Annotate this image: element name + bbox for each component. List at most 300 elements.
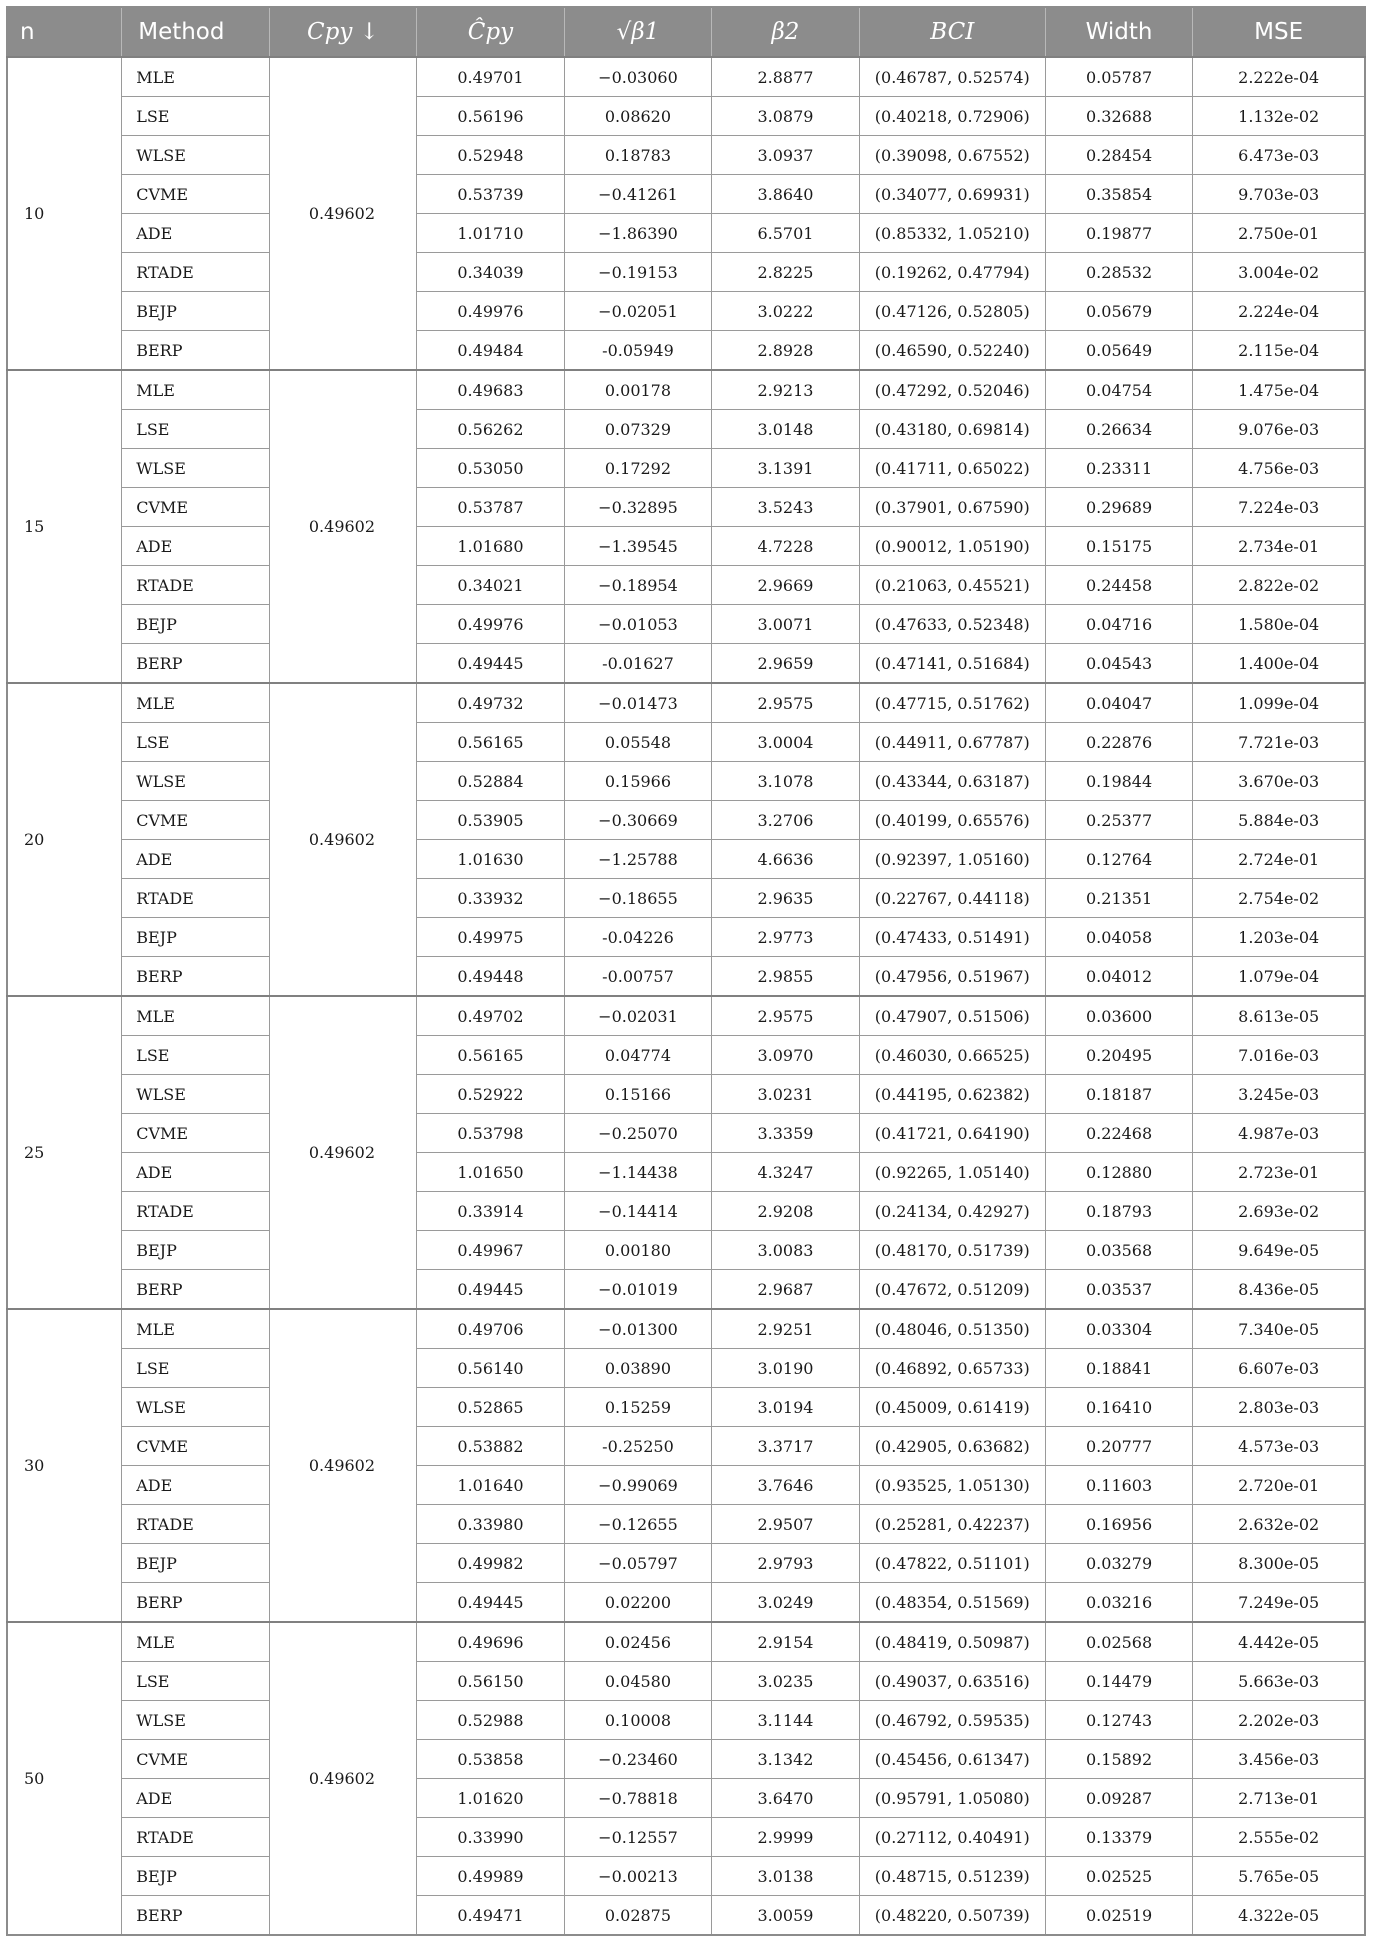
cell-cpy: 0.49602: [269, 57, 417, 370]
cell-skewness: −0.78818: [564, 1779, 712, 1818]
cell-bci: (0.41711, 0.65022): [859, 449, 1045, 488]
cell-mse: 9.649e-05: [1193, 1231, 1365, 1270]
header-cpy-hat-label: Ĉpy: [467, 19, 514, 45]
cell-cpy-hat: 0.56165: [417, 1036, 565, 1075]
cell-mse: 7.721e-03: [1193, 723, 1365, 762]
cell-skewness: 0.15166: [564, 1075, 712, 1114]
cell-width: 0.28532: [1045, 253, 1193, 292]
table-row: [7, 1857, 1365, 1896]
cell-mse: 5.884e-03: [1193, 801, 1365, 840]
cell-skewness: 0.04774: [564, 1036, 712, 1075]
cell-bci: (0.46792, 0.59535): [859, 1701, 1045, 1740]
header-beta2: [712, 7, 860, 57]
cell-cpy-hat: 0.34039: [417, 253, 565, 292]
cell-skewness: −0.12655: [564, 1505, 712, 1544]
cell-skewness: −0.01473: [564, 683, 712, 723]
cell-beta2: 2.9999: [712, 1818, 860, 1857]
cell-method: CVME: [122, 1114, 270, 1153]
cell-cpy: 0.49602: [269, 1622, 417, 1935]
cell-cpy-hat: 0.49484: [417, 331, 565, 371]
cell-cpy-hat: 0.34021: [417, 566, 565, 605]
cell-beta2: 3.0937: [712, 136, 860, 175]
cell-mse: 2.822e-02: [1193, 566, 1365, 605]
cell-bci: (0.46030, 0.66525): [859, 1036, 1045, 1075]
table-body: [7, 57, 1365, 1935]
cell-bci: (0.25281, 0.42237): [859, 1505, 1045, 1544]
cell-cpy-hat: 0.52922: [417, 1075, 565, 1114]
cell-skewness: 0.02200: [564, 1583, 712, 1623]
cell-width: 0.20495: [1045, 1036, 1193, 1075]
table-row: [7, 253, 1365, 292]
cell-mse: 1.475e-04: [1193, 370, 1365, 410]
header-method: Method: [122, 7, 270, 57]
table-row: [7, 1388, 1365, 1427]
table-row: [7, 1779, 1365, 1818]
table-row: [7, 996, 1365, 1036]
cell-skewness: 0.18783: [564, 136, 712, 175]
header-beta2-label: β2: [771, 19, 800, 45]
cell-mse: 6.473e-03: [1193, 136, 1365, 175]
cell-bci: (0.93525, 1.05130): [859, 1466, 1045, 1505]
cell-skewness: 0.15966: [564, 762, 712, 801]
cell-bci: (0.41721, 0.64190): [859, 1114, 1045, 1153]
cell-mse: 2.693e-02: [1193, 1192, 1365, 1231]
cell-cpy-hat: 0.52884: [417, 762, 565, 801]
cell-width: 0.03279: [1045, 1544, 1193, 1583]
cell-beta2: 3.2706: [712, 801, 860, 840]
table-row: [7, 1349, 1365, 1388]
cell-cpy-hat: 0.53858: [417, 1740, 565, 1779]
cell-cpy-hat: 0.52865: [417, 1388, 565, 1427]
cell-method: BERP: [122, 644, 270, 684]
cell-mse: 2.555e-02: [1193, 1818, 1365, 1857]
cell-cpy-hat: 0.53050: [417, 449, 565, 488]
cell-method: ADE: [122, 527, 270, 566]
cell-cpy-hat: 0.49701: [417, 57, 565, 97]
cell-mse: 4.573e-03: [1193, 1427, 1365, 1466]
cell-beta2: 2.9635: [712, 879, 860, 918]
cell-method: MLE: [122, 996, 270, 1036]
cell-beta2: 2.9575: [712, 683, 860, 723]
cell-width: 0.22876: [1045, 723, 1193, 762]
cell-mse: 1.203e-04: [1193, 918, 1365, 957]
cell-beta2: 3.0004: [712, 723, 860, 762]
table-row: [7, 57, 1365, 97]
cell-beta2: 4.3247: [712, 1153, 860, 1192]
table-row: [7, 1114, 1365, 1153]
cell-beta2: 4.7228: [712, 527, 860, 566]
cell-method: CVME: [122, 175, 270, 214]
cell-cpy-hat: 1.01680: [417, 527, 565, 566]
table-row: [7, 1270, 1365, 1310]
table-row: [7, 1427, 1365, 1466]
cell-mse: 4.756e-03: [1193, 449, 1365, 488]
cell-bci: (0.43180, 0.69814): [859, 410, 1045, 449]
cell-beta2: 3.0071: [712, 605, 860, 644]
cell-cpy-hat: 0.53798: [417, 1114, 565, 1153]
cell-mse: 8.613e-05: [1193, 996, 1365, 1036]
table-row: [7, 879, 1365, 918]
cell-bci: (0.92397, 1.05160): [859, 840, 1045, 879]
header-mse: MSE: [1193, 7, 1365, 57]
cell-method: ADE: [122, 1466, 270, 1505]
table-row: [7, 488, 1365, 527]
cell-bci: (0.48170, 0.51739): [859, 1231, 1045, 1270]
cell-width: 0.14479: [1045, 1662, 1193, 1701]
cell-beta2: 3.0194: [712, 1388, 860, 1427]
table-row: [7, 1309, 1365, 1349]
cell-mse: 6.607e-03: [1193, 1349, 1365, 1388]
cell-method: RTADE: [122, 253, 270, 292]
table-row: [7, 175, 1365, 214]
cell-width: 0.15892: [1045, 1740, 1193, 1779]
cell-width: 0.04047: [1045, 683, 1193, 723]
cell-bci: (0.46590, 0.52240): [859, 331, 1045, 371]
cell-width: 0.03600: [1045, 996, 1193, 1036]
cell-bci: (0.47907, 0.51506): [859, 996, 1045, 1036]
cell-method: MLE: [122, 57, 270, 97]
table-row: [7, 605, 1365, 644]
cell-skewness: 0.05548: [564, 723, 712, 762]
cell-beta2: 2.9208: [712, 1192, 860, 1231]
cell-cpy-hat: 0.56262: [417, 410, 565, 449]
cell-mse: 4.322e-05: [1193, 1896, 1365, 1936]
cell-beta2: 3.3717: [712, 1427, 860, 1466]
cell-mse: 7.016e-03: [1193, 1036, 1365, 1075]
cell-width: 0.02519: [1045, 1896, 1193, 1936]
cell-method: MLE: [122, 370, 270, 410]
cell-method: ADE: [122, 840, 270, 879]
cell-method: RTADE: [122, 1818, 270, 1857]
cell-skewness: −0.99069: [564, 1466, 712, 1505]
cell-bci: (0.27112, 0.40491): [859, 1818, 1045, 1857]
cell-method: BEJP: [122, 1857, 270, 1896]
cell-cpy-hat: 0.49967: [417, 1231, 565, 1270]
cell-bci: (0.37901, 0.67590): [859, 488, 1045, 527]
cell-beta2: 2.9154: [712, 1622, 860, 1662]
cell-mse: 7.340e-05: [1193, 1309, 1365, 1349]
cell-mse: 1.099e-04: [1193, 683, 1365, 723]
cell-width: 0.32688: [1045, 97, 1193, 136]
cell-bci: (0.39098, 0.67552): [859, 136, 1045, 175]
cell-cpy-hat: 0.52948: [417, 136, 565, 175]
cell-beta2: 3.0970: [712, 1036, 860, 1075]
cell-skewness: −0.01300: [564, 1309, 712, 1349]
cell-bci: (0.40199, 0.65576): [859, 801, 1045, 840]
cell-bci: (0.47126, 0.52805): [859, 292, 1045, 331]
cell-width: 0.12743: [1045, 1701, 1193, 1740]
cell-cpy-hat: 0.33980: [417, 1505, 565, 1544]
cell-beta2: 2.9659: [712, 644, 860, 684]
cell-cpy-hat: 0.33990: [417, 1818, 565, 1857]
cell-cpy-hat: 0.56150: [417, 1662, 565, 1701]
table-row: [7, 1740, 1365, 1779]
cell-method: WLSE: [122, 1388, 270, 1427]
cell-bci: (0.85332, 1.05210): [859, 214, 1045, 253]
cell-skewness: −0.18655: [564, 879, 712, 918]
cell-method: CVME: [122, 801, 270, 840]
cell-skewness: 0.10008: [564, 1701, 712, 1740]
cell-skewness: −0.02031: [564, 996, 712, 1036]
cell-skewness: 0.00180: [564, 1231, 712, 1270]
cell-skewness: 0.00178: [564, 370, 712, 410]
table-row: [7, 292, 1365, 331]
cell-bci: (0.92265, 1.05140): [859, 1153, 1045, 1192]
cell-bci: (0.47141, 0.51684): [859, 644, 1045, 684]
table-row: [7, 1466, 1365, 1505]
table-row: [7, 410, 1365, 449]
cell-n: 25: [7, 996, 122, 1309]
cell-cpy-hat: 0.33914: [417, 1192, 565, 1231]
cell-method: ADE: [122, 1153, 270, 1192]
cell-mse: 4.442e-05: [1193, 1622, 1365, 1662]
cell-mse: 2.224e-04: [1193, 292, 1365, 331]
cell-cpy-hat: 0.49696: [417, 1622, 565, 1662]
cell-width: 0.23311: [1045, 449, 1193, 488]
cell-width: 0.13379: [1045, 1818, 1193, 1857]
cell-beta2: 2.9669: [712, 566, 860, 605]
cell-width: 0.03304: [1045, 1309, 1193, 1349]
cell-mse: 7.224e-03: [1193, 488, 1365, 527]
cell-mse: 3.245e-03: [1193, 1075, 1365, 1114]
cell-width: 0.03568: [1045, 1231, 1193, 1270]
cell-method: LSE: [122, 1662, 270, 1701]
cell-beta2: 3.1342: [712, 1740, 860, 1779]
cell-mse: 2.115e-04: [1193, 331, 1365, 371]
cell-bci: (0.44195, 0.62382): [859, 1075, 1045, 1114]
cell-width: 0.03216: [1045, 1583, 1193, 1623]
cell-method: RTADE: [122, 1505, 270, 1544]
cell-bci: (0.46892, 0.65733): [859, 1349, 1045, 1388]
cell-width: 0.02568: [1045, 1622, 1193, 1662]
cell-width: 0.03537: [1045, 1270, 1193, 1310]
table-row: [7, 566, 1365, 605]
cell-method: CVME: [122, 488, 270, 527]
cell-width: 0.24458: [1045, 566, 1193, 605]
cell-mse: 1.400e-04: [1193, 644, 1365, 684]
cell-skewness: 0.02456: [564, 1622, 712, 1662]
cell-beta2: 3.0249: [712, 1583, 860, 1623]
cell-width: 0.26634: [1045, 410, 1193, 449]
cell-bci: (0.47822, 0.51101): [859, 1544, 1045, 1583]
cell-cpy-hat: 0.49982: [417, 1544, 565, 1583]
cell-bci: (0.95791, 1.05080): [859, 1779, 1045, 1818]
cell-mse: 1.079e-04: [1193, 957, 1365, 997]
cell-beta2: 6.5701: [712, 214, 860, 253]
table-row: [7, 1231, 1365, 1270]
header-skewness: [564, 7, 712, 57]
cell-skewness: 0.17292: [564, 449, 712, 488]
cell-beta2: 2.9793: [712, 1544, 860, 1583]
cell-mse: 7.249e-05: [1193, 1583, 1365, 1623]
cell-cpy-hat: 1.01710: [417, 214, 565, 253]
cell-beta2: 3.0235: [712, 1662, 860, 1701]
cell-cpy-hat: 0.53882: [417, 1427, 565, 1466]
cell-beta2: 3.0059: [712, 1896, 860, 1936]
table-row: [7, 683, 1365, 723]
cell-beta2: 4.6636: [712, 840, 860, 879]
cell-method: MLE: [122, 1622, 270, 1662]
cell-mse: 2.724e-01: [1193, 840, 1365, 879]
cell-method: MLE: [122, 683, 270, 723]
cell-method: WLSE: [122, 1701, 270, 1740]
cell-width: 0.35854: [1045, 175, 1193, 214]
table-row: [7, 1818, 1365, 1857]
cell-cpy-hat: 0.52988: [417, 1701, 565, 1740]
cell-skewness: -0.25250: [564, 1427, 712, 1466]
cell-bci: (0.48354, 0.51569): [859, 1583, 1045, 1623]
cell-cpy-hat: 0.53739: [417, 175, 565, 214]
table-row: [7, 1153, 1365, 1192]
cell-bci: (0.90012, 1.05190): [859, 527, 1045, 566]
table-row: [7, 331, 1365, 371]
cell-width: 0.18793: [1045, 1192, 1193, 1231]
cell-cpy-hat: 0.49706: [417, 1309, 565, 1349]
cell-width: 0.02525: [1045, 1857, 1193, 1896]
cell-width: 0.04058: [1045, 918, 1193, 957]
cell-width: 0.20777: [1045, 1427, 1193, 1466]
cell-n: 30: [7, 1309, 122, 1622]
cell-bci: (0.47715, 0.51762): [859, 683, 1045, 723]
cell-beta2: 3.0231: [712, 1075, 860, 1114]
cell-skewness: 0.03890: [564, 1349, 712, 1388]
header-cpy-label: Cpy ↓: [307, 19, 379, 45]
cell-cpy-hat: 0.49445: [417, 644, 565, 684]
cell-mse: 1.132e-02: [1193, 97, 1365, 136]
cell-method: WLSE: [122, 762, 270, 801]
cell-bci: (0.44911, 0.67787): [859, 723, 1045, 762]
cell-method: BEJP: [122, 918, 270, 957]
cell-skewness: −1.14438: [564, 1153, 712, 1192]
table-row: [7, 1192, 1365, 1231]
cell-method: RTADE: [122, 879, 270, 918]
cell-beta2: 2.8877: [712, 57, 860, 97]
cell-cpy-hat: 0.49732: [417, 683, 565, 723]
cell-skewness: −0.18954: [564, 566, 712, 605]
cell-bci: (0.48220, 0.50739): [859, 1896, 1045, 1936]
cell-skewness: -0.00757: [564, 957, 712, 997]
cell-method: BEJP: [122, 605, 270, 644]
table-row: [7, 527, 1365, 566]
cell-method: LSE: [122, 723, 270, 762]
cell-bci: (0.47633, 0.52348): [859, 605, 1045, 644]
table-row: [7, 1896, 1365, 1936]
table-row: [7, 918, 1365, 957]
cell-beta2: 3.1391: [712, 449, 860, 488]
cell-bci: (0.47956, 0.51967): [859, 957, 1045, 997]
header-row: [7, 7, 1365, 57]
cell-method: LSE: [122, 1349, 270, 1388]
cell-skewness: −0.30669: [564, 801, 712, 840]
cell-bci: (0.49037, 0.63516): [859, 1662, 1045, 1701]
cell-skewness: −0.00213: [564, 1857, 712, 1896]
cell-bci: (0.45456, 0.61347): [859, 1740, 1045, 1779]
cell-width: 0.19844: [1045, 762, 1193, 801]
cell-mse: 2.202e-03: [1193, 1701, 1365, 1740]
cell-width: 0.11603: [1045, 1466, 1193, 1505]
cell-bci: (0.48419, 0.50987): [859, 1622, 1045, 1662]
cell-method: BEJP: [122, 1231, 270, 1270]
header-width: Width: [1045, 7, 1193, 57]
cell-beta2: 2.8225: [712, 253, 860, 292]
cell-skewness: −1.25788: [564, 840, 712, 879]
cell-beta2: 3.5243: [712, 488, 860, 527]
table-row: [7, 801, 1365, 840]
cell-bci: (0.42905, 0.63682): [859, 1427, 1045, 1466]
cell-bci: (0.45009, 0.61419): [859, 1388, 1045, 1427]
cell-width: 0.16956: [1045, 1505, 1193, 1544]
table-row: [7, 1583, 1365, 1623]
cell-mse: 2.723e-01: [1193, 1153, 1365, 1192]
cell-skewness: -0.04226: [564, 918, 712, 957]
table-row: [7, 1036, 1365, 1075]
cell-bci: (0.21063, 0.45521): [859, 566, 1045, 605]
cell-mse: 5.663e-03: [1193, 1662, 1365, 1701]
cell-method: WLSE: [122, 449, 270, 488]
cell-cpy-hat: 0.49976: [417, 605, 565, 644]
table-row: [7, 1075, 1365, 1114]
table-row: [7, 1662, 1365, 1701]
cell-beta2: 3.1144: [712, 1701, 860, 1740]
cell-cpy-hat: 0.56196: [417, 97, 565, 136]
cell-width: 0.18187: [1045, 1075, 1193, 1114]
cell-width: 0.05649: [1045, 331, 1193, 371]
cell-width: 0.05679: [1045, 292, 1193, 331]
table-header: [7, 7, 1365, 57]
cell-method: CVME: [122, 1740, 270, 1779]
cell-bci: (0.46787, 0.52574): [859, 57, 1045, 97]
header-cpy: [269, 7, 417, 57]
cell-cpy: 0.49602: [269, 683, 417, 996]
cell-beta2: 3.1078: [712, 762, 860, 801]
table-row: [7, 723, 1365, 762]
cell-beta2: 2.9773: [712, 918, 860, 957]
cell-method: CVME: [122, 1427, 270, 1466]
table-row: [7, 1544, 1365, 1583]
cell-beta2: 3.0148: [712, 410, 860, 449]
cell-beta2: 3.8640: [712, 175, 860, 214]
cell-beta2: 3.0083: [712, 1231, 860, 1270]
cell-skewness: −0.41261: [564, 175, 712, 214]
cell-method: LSE: [122, 410, 270, 449]
cell-beta2: 3.0190: [712, 1349, 860, 1388]
cell-skewness: 0.15259: [564, 1388, 712, 1427]
cell-skewness: 0.07329: [564, 410, 712, 449]
cell-n: 50: [7, 1622, 122, 1935]
cell-method: WLSE: [122, 136, 270, 175]
cell-width: 0.09287: [1045, 1779, 1193, 1818]
cell-bci: (0.48046, 0.51350): [859, 1309, 1045, 1349]
table-row: [7, 97, 1365, 136]
cell-cpy-hat: 0.56140: [417, 1349, 565, 1388]
cell-n: 15: [7, 370, 122, 683]
cell-cpy-hat: 1.01620: [417, 1779, 565, 1818]
cell-bci: (0.40218, 0.72906): [859, 97, 1045, 136]
cell-mse: 3.456e-03: [1193, 1740, 1365, 1779]
cell-width: 0.04012: [1045, 957, 1193, 997]
cell-cpy-hat: 0.49702: [417, 996, 565, 1036]
cell-method: BERP: [122, 331, 270, 371]
cell-skewness: 0.02875: [564, 1896, 712, 1936]
cell-cpy-hat: 0.49471: [417, 1896, 565, 1936]
cell-mse: 2.222e-04: [1193, 57, 1365, 97]
table-row: [7, 449, 1365, 488]
cell-skewness: −1.39545: [564, 527, 712, 566]
table-row: [7, 1622, 1365, 1662]
cell-skewness: -0.05949: [564, 331, 712, 371]
table-row: [7, 136, 1365, 175]
cell-width: 0.04543: [1045, 644, 1193, 684]
